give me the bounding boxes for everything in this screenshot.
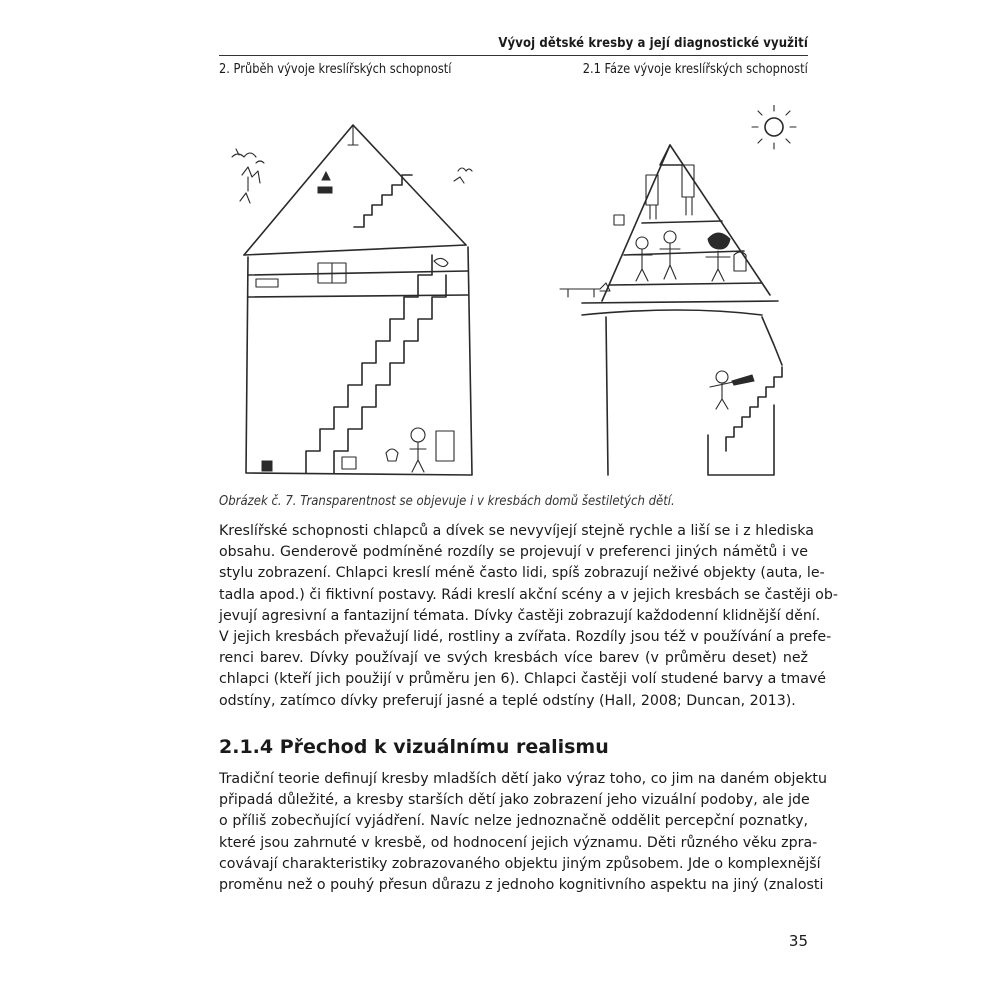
text-line: Kreslířské schopnosti chlapců a dívek se nevyvíjejí stejně rychle a liší se i z hlediska: [219, 523, 814, 539]
text-line: stylu zobrazení. Chlapci kreslí méně často lidi, spíš zobrazují neživé objekty (auta, le-: [219, 565, 825, 582]
paragraph-gender-differences: [219, 521, 838, 712]
text-line: Tradiční teorie definují kresby mladších dětí jako výraz toho, co jim na daném objektu: [219, 771, 827, 787]
figure-house-drawings: [222, 105, 812, 490]
running-title: Vývoj dětské kresby a její diagnostické využití: [498, 36, 808, 51]
section-heading: 2.1.4 Přechod k vizuálnímu realismu: [219, 736, 609, 758]
text-line: chlapci (kteří jich použijí v průměru jen 6). Chlapci častěji volí studené barvy a tmavé: [219, 671, 827, 688]
children-drawings-illustration: [222, 105, 812, 490]
right-house-drawing: [560, 105, 796, 475]
header-rule: [219, 55, 808, 56]
text-line: tadla apod.) či fiktivní postavy. Rádi kreslí akční scény a v jejich kresbách se častěji ob-: [219, 586, 838, 603]
text-line: které jsou zahrnuté v kresbě, od hodnocení jejich významu. Děti různého věku zpra-: [219, 834, 818, 851]
text-line: obsahu. Genderově podmíněné rozdíly se projevují v preferenci jiných námětů i ve: [219, 544, 808, 561]
text-line: o příliš zobecňující vyjádření. Navíc nelze jednoznačně oddělit percepční poznatky,: [219, 813, 808, 830]
text-line: jevují agresivní a fantazijní témata. Dívky častěji zobrazují každodenní klidnější dění.: [219, 607, 821, 624]
text-line: proměnu než o pouhý přesun důrazu z jednoho kognitivního aspektu na jiný (znalosti: [219, 877, 824, 894]
text-line: připadá důležité, a kresby starších dětí jako zobrazení jeho vizuální podoby, ale jde: [219, 792, 810, 809]
text-line: V jejich kresbách převažují lidé, rostliny a zvířata. Rozdíly jsou též v používání a prefe-: [219, 629, 832, 646]
page-number: 35: [788, 932, 808, 950]
figure-caption: Obrázek č. 7. Transparentnost se objevuje i v kresbách domů šestiletých dětí.: [219, 494, 675, 509]
text-line: odstíny, zatímco dívky preferují jasné a teplé odstíny (Hall, 2008; Duncan, 2013).: [219, 692, 796, 709]
left-house-drawing: [232, 125, 472, 475]
text-line: renci barev. Dívky používají ve svých kresbách více barev (v průměru deset) než: [219, 650, 808, 667]
paragraph-visual-realism: [219, 769, 827, 896]
section-header: 2.1 Fáze vývoje kreslířských schopností: [582, 62, 808, 77]
text-line: covávají charakteristiky zobrazovaného objektu jiným způsobem. Jde o komplexnější: [219, 855, 821, 872]
chapter-header: 2. Průběh vývoje kreslířských schopností: [219, 62, 452, 77]
